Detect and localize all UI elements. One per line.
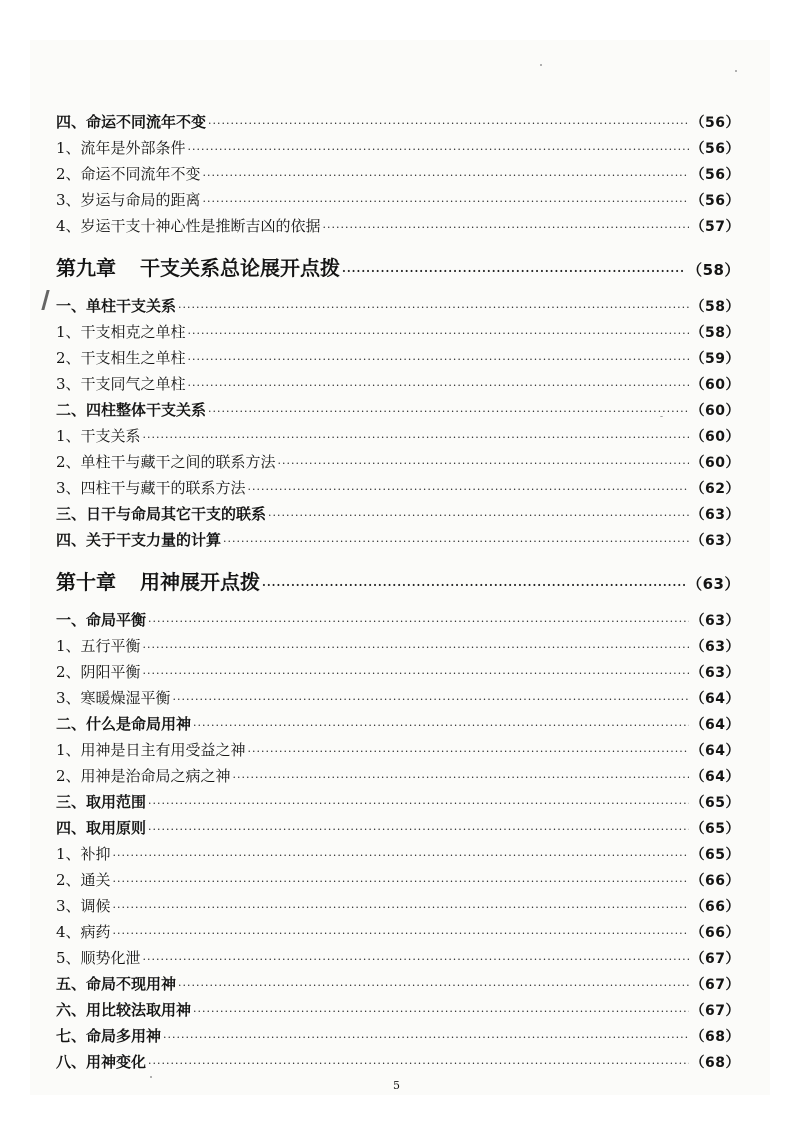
toc-entry-title: [56, 245, 340, 291]
dot-leader: [178, 973, 689, 999]
toc-item-entry: [56, 161, 740, 187]
toc-entry-title: 六、用比较法取用神: [56, 1001, 192, 1019]
dot-leader: [143, 635, 689, 661]
toc-entry-title: 5、顺势化泄: [56, 949, 141, 967]
toc-entry-title: 五、命局不现用神: [56, 975, 177, 993]
toc-section-entry: [56, 527, 740, 553]
dot-leader: [143, 661, 689, 687]
toc-section-entry: [56, 711, 740, 737]
dot-leader: [323, 215, 689, 241]
toc-page-ref: （60）: [690, 455, 740, 471]
dot-leader: [188, 137, 689, 163]
dot-leader: [262, 563, 685, 609]
toc-page-ref: （65）: [690, 795, 740, 811]
toc-page-ref: （56）: [690, 167, 740, 183]
toc-page-ref: （67）: [690, 1003, 740, 1019]
toc-page-ref: （65）: [690, 821, 740, 837]
dot-leader: [203, 189, 689, 215]
toc-entry-title: 二、四柱整体干支关系: [56, 401, 207, 419]
toc-item-entry: [56, 423, 740, 449]
toc-page-ref: （64）: [690, 691, 740, 707]
dot-leader: [173, 687, 689, 713]
toc-item-entry: [56, 945, 740, 971]
dot-leader: [148, 1051, 689, 1077]
toc-entry-title: 七、命局多用神: [56, 1027, 162, 1045]
dot-leader: [188, 347, 689, 373]
toc-entry-title: 1、五行平衡: [56, 637, 141, 655]
dot-leader: [248, 739, 689, 765]
toc-entry-title: 1、干支关系: [56, 427, 141, 445]
toc-entry-title: 4、病药: [56, 923, 111, 941]
toc-page-ref: （58）: [687, 261, 740, 279]
toc-item-entry: [56, 135, 740, 161]
toc-page-ref: （67）: [690, 951, 740, 967]
toc-item-entry: [56, 345, 740, 371]
toc-page-ref: （60）: [690, 377, 740, 393]
toc-entry-title: 三、日干与命局其它干支的联系: [56, 505, 267, 523]
toc-page-ref: （66）: [690, 899, 740, 915]
toc-section-entry: [56, 109, 740, 135]
toc-page-ref: （56）: [690, 115, 740, 131]
toc-page-ref: （63）: [690, 639, 740, 655]
toc-chapter-heading: [56, 559, 740, 605]
toc-entry-title: 2、干支相生之单柱: [56, 349, 186, 367]
toc-page-ref: （64）: [690, 743, 740, 759]
toc-page-ref: （63）: [690, 665, 740, 681]
dot-leader: [143, 947, 689, 973]
toc-entry-title: 3、干支同气之单柱: [56, 375, 186, 393]
toc-section-entry: [56, 501, 740, 527]
toc-item-entry: [56, 475, 740, 501]
dot-leader: [208, 111, 689, 137]
toc-section-entry: [56, 1023, 740, 1049]
chapter-label: 第九章: [56, 256, 116, 280]
toc-entry-title: 2、通关: [56, 871, 111, 889]
toc-entry-title: 1、补抑: [56, 845, 111, 863]
dot-leader: [148, 817, 689, 843]
toc-page-ref: （63）: [687, 575, 740, 593]
dot-leader: [148, 791, 689, 817]
toc-page-ref: （65）: [690, 847, 740, 863]
toc-item-entry: [56, 213, 740, 239]
toc-page-ref: （59）: [690, 351, 740, 367]
toc-item-entry: [56, 685, 740, 711]
chapter-title: 用神展开点拨: [140, 570, 260, 594]
toc-section-entry: [56, 789, 740, 815]
scan-speck: [735, 70, 737, 72]
toc-entry-title: 四、命运不同流年不变: [56, 113, 207, 131]
toc-page-ref: （56）: [690, 141, 740, 157]
toc-page-ref: （60）: [690, 429, 740, 445]
toc-chapter-heading: [56, 245, 740, 291]
toc-page-ref: （63）: [690, 507, 740, 523]
toc-page-ref: （64）: [690, 769, 740, 785]
toc-item-entry: [56, 659, 740, 685]
toc-item-entry: [56, 737, 740, 763]
toc-section-entry: [56, 997, 740, 1023]
toc-item-entry: [56, 763, 740, 789]
toc-entry-title: 2、单柱干与藏干之间的联系方法: [56, 453, 276, 471]
toc-item-entry: [56, 867, 740, 893]
toc-section-entry: [56, 607, 740, 633]
toc-entry-title: 3、岁运与命局的距离: [56, 191, 201, 209]
dot-leader: [278, 451, 689, 477]
dot-leader: [163, 1025, 689, 1051]
dot-leader: [188, 321, 689, 347]
toc-page-ref: （63）: [690, 613, 740, 629]
dot-leader: [342, 249, 685, 295]
dot-leader: [143, 425, 689, 451]
toc-page-ref: （66）: [690, 925, 740, 941]
dot-leader: [148, 609, 689, 635]
toc-section-entry: [56, 971, 740, 997]
toc-page-ref: （58）: [690, 299, 740, 315]
toc-page-ref: （56）: [690, 193, 740, 209]
toc-entry-title: 一、命局平衡: [56, 611, 147, 629]
dot-leader: [113, 869, 689, 895]
dot-leader: [203, 163, 689, 189]
toc-page-ref: （58）: [690, 325, 740, 341]
toc-section-entry: [56, 293, 740, 319]
toc-entry-title: 2、用神是治命局之病之神: [56, 767, 231, 785]
toc-entry-title: 3、寒暖燥湿平衡: [56, 689, 171, 707]
toc-item-entry: [56, 187, 740, 213]
toc-entry-title: 3、调候: [56, 897, 111, 915]
toc-entry-title: 四、取用原则: [56, 819, 147, 837]
toc-item-entry: [56, 371, 740, 397]
toc-entry-title: 八、用神变化: [56, 1053, 147, 1071]
toc-page-ref: （63）: [690, 533, 740, 549]
dot-leader: [113, 843, 689, 869]
toc-page-ref: （60）: [690, 403, 740, 419]
dot-leader: [248, 477, 689, 503]
page-number: 5: [393, 1079, 400, 1092]
toc-page-ref: （68）: [690, 1055, 740, 1071]
dot-leader: [193, 713, 689, 739]
toc-item-entry: [56, 633, 740, 659]
toc-item-entry: [56, 841, 740, 867]
toc-entry-title: 二、什么是命局用神: [56, 715, 192, 733]
dot-leader: [113, 895, 689, 921]
toc-page-ref: （57）: [690, 219, 740, 235]
toc-entry-title: [56, 559, 260, 605]
dot-leader: [188, 373, 689, 399]
toc-entry-title: 四、关于干支力量的计算: [56, 531, 222, 549]
toc-item-entry: [56, 919, 740, 945]
toc-item-entry: [56, 449, 740, 475]
dot-leader: [178, 295, 689, 321]
dot-leader: [208, 399, 689, 425]
toc-item-entry: [56, 893, 740, 919]
chapter-label: 第十章: [56, 570, 116, 594]
dot-leader: [233, 765, 689, 791]
dot-leader: [113, 921, 689, 947]
toc-page-ref: （64）: [690, 717, 740, 733]
chapter-title: 干支关系总论展开点拨: [140, 256, 340, 280]
dot-leader: [223, 529, 689, 555]
toc-page-ref: （62）: [690, 481, 740, 497]
toc-entry-title: 1、用神是日主有用受益之神: [56, 741, 246, 759]
dot-leader: [268, 503, 689, 529]
scan-speck: [540, 64, 542, 66]
toc-entry-title: 2、阴阳平衡: [56, 663, 141, 681]
table-of-contents: [56, 109, 740, 1075]
toc-page-ref: （66）: [690, 873, 740, 889]
toc-item-entry: [56, 319, 740, 345]
toc-page-ref: （67）: [690, 977, 740, 993]
toc-entry-title: 1、干支相克之单柱: [56, 323, 186, 341]
toc-section-entry: [56, 1049, 740, 1075]
toc-entry-title: 1、流年是外部条件: [56, 139, 186, 157]
toc-entry-title: 三、取用范围: [56, 793, 147, 811]
toc-entry-title: 2、命运不同流年不变: [56, 165, 201, 183]
toc-section-entry: [56, 815, 740, 841]
toc-page-ref: （68）: [690, 1029, 740, 1045]
dot-leader: [193, 999, 689, 1025]
toc-entry-title: 3、四柱干与藏干的联系方法: [56, 479, 246, 497]
toc-entry-title: 一、单柱干支关系: [56, 297, 177, 315]
toc-section-entry: [56, 397, 740, 423]
toc-entry-title: 4、岁运干支十神心性是推断吉凶的依据: [56, 217, 321, 235]
